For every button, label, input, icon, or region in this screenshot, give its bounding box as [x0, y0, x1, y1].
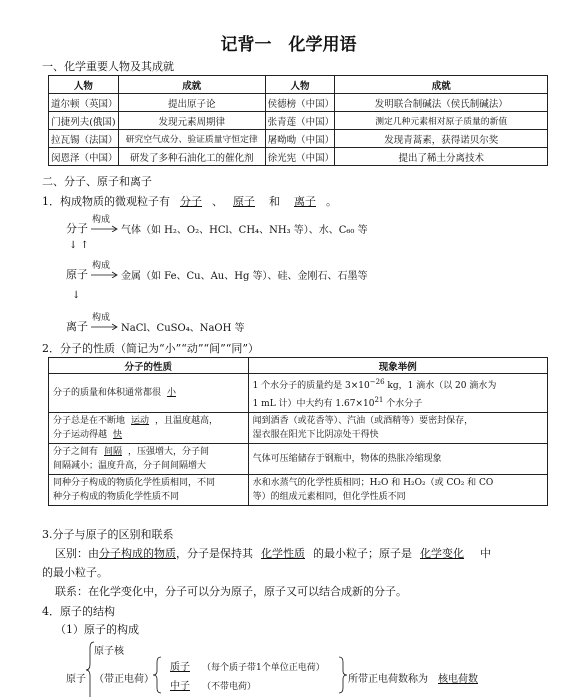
right-arrow-icon	[90, 220, 120, 232]
nucleus-label: 原子核	[94, 646, 124, 657]
table-header: 成就	[118, 76, 265, 94]
cell-text: 同种分子构成的物质化学性质相同，不同	[53, 478, 216, 488]
table-cell	[49, 374, 249, 413]
table-cell: 门捷列夫(俄国)	[49, 112, 119, 130]
diagram-text: 金属（如 Fe、Cu、Au、Hg 等）、硅、金刚石、石墨等	[121, 271, 368, 282]
answer-blank: 核电荷数	[438, 674, 478, 685]
answer-blank: 质子	[170, 662, 190, 673]
answer-blank: 间隔	[104, 447, 123, 457]
diagram-atom: 原子	[66, 268, 88, 281]
separator: 和	[269, 195, 280, 208]
table-row	[49, 374, 548, 413]
table-header-row	[49, 76, 548, 94]
text: 所带正电荷数称为	[348, 674, 428, 685]
cell-text: 1 mL 计）中大约有 1.67×10	[252, 399, 375, 409]
table-row	[49, 475, 548, 506]
question-4: 4．原子的结构	[42, 605, 115, 618]
table-cell: 张青莲（中国）	[265, 112, 335, 130]
table-row	[49, 94, 548, 112]
neutron-row	[162, 677, 256, 692]
table-row	[49, 413, 548, 444]
table-cell: 拉瓦锡（法国）	[49, 130, 119, 148]
cell-text: kg，1 滴水（以 20 滴水为	[384, 381, 497, 391]
question-3: 3.分子与原子的区别和联系	[42, 528, 174, 541]
left-brace-icon	[152, 656, 162, 694]
table-header: 人物	[49, 76, 119, 94]
cell-text: 湿衣服在阳光下比阴凉处干得快	[252, 430, 379, 440]
atom-label: 原子	[66, 674, 86, 685]
answer-blank: 化学变化	[420, 547, 464, 560]
arrow-label: 构成	[92, 313, 111, 323]
table-cell: 道尔顿（英国）	[49, 94, 119, 112]
cell-text: 分子运动得越	[53, 430, 108, 440]
cell-text: 个水分子	[383, 399, 423, 409]
table-header: 分子的性质	[49, 358, 249, 374]
table-cell	[49, 413, 249, 444]
proton-row	[162, 658, 325, 673]
table-cell: 提出原子论	[118, 94, 265, 112]
cell-text: 分子之间有	[53, 447, 99, 457]
table-cell: 气体可压缩储存于钢瓶中，物体的热胀冷缩现象	[248, 444, 547, 475]
section-heading-1: 一、化学重要人物及其成就	[42, 60, 174, 73]
difference-line	[55, 545, 491, 561]
table-header-row	[49, 358, 548, 374]
table-header: 成就	[335, 76, 548, 94]
answer-blank: 分子	[180, 195, 202, 208]
table-cell	[248, 374, 547, 413]
people-table	[48, 75, 548, 166]
cell-text: 间隔减小；温度升高，分子间间隔增大	[53, 461, 207, 471]
question-4-sub: （1）原子的构成	[55, 623, 139, 636]
text: 中	[480, 547, 491, 560]
table-header: 现象举例	[248, 358, 547, 374]
answer-blank: 运动	[131, 416, 150, 426]
answer-blank: 离子	[294, 195, 316, 208]
diagram-text: NaCl、CuSO₄、NaOH 等	[121, 323, 245, 334]
table-cell: 发明联合制碱法（侯氏制碱法）	[335, 94, 548, 112]
down-arrow-icon: ↓	[72, 290, 81, 301]
text: 区别：由	[55, 547, 99, 560]
diagram-text: 气体（如 H₂、O₂、HCl、CH₄、NH₃ 等）、水、C₆₀ 等	[121, 225, 368, 236]
charge-row	[348, 670, 488, 685]
table-cell: 发现青蒿素，获得诺贝尔奖	[335, 130, 548, 148]
table-row	[49, 112, 548, 130]
positive-charge-label: （带正电荷）	[94, 674, 154, 685]
answer-blank: 中子	[170, 681, 190, 692]
molecule-properties-table	[48, 357, 548, 506]
right-arrow-icon	[90, 266, 120, 278]
text: 的最小粒子；原子是	[313, 547, 412, 560]
table-cell: 研发了多种石油化工的催化剂	[118, 148, 265, 166]
table-cell: 研究空气成分、验证质量守恒定律	[118, 130, 265, 148]
table-cell	[49, 444, 249, 475]
separator: 、	[212, 195, 223, 208]
up-down-arrow-icon: ↓ ↑	[69, 240, 89, 251]
table-cell: 发现元素周期律	[118, 112, 265, 130]
cell-text: 水和水蒸气的化学性质相同；H₂O 和 H₂O₂（或 CO₂ 和 CO	[252, 478, 494, 488]
table-row	[49, 444, 548, 475]
table-row	[49, 130, 548, 148]
answer-blank: 分子构成的物质	[99, 547, 176, 560]
table-cell: 提出了稀土分离技术	[335, 148, 548, 166]
neutron-note: （不带电荷）	[202, 682, 257, 692]
arrow-label: 构成	[92, 261, 111, 271]
difference-line-2: 的最小粒子。	[42, 566, 108, 579]
cell-text: 1 个水分子的质量约是 3×10	[252, 381, 370, 391]
cell-text: 等）的组成元素相同，但化学性质不同	[252, 492, 406, 502]
answer-blank: 小	[167, 388, 177, 398]
exponent: 21	[374, 396, 384, 404]
separator: 。	[326, 195, 337, 208]
table-header: 人物	[265, 76, 335, 94]
text: ，分子是保持其	[176, 547, 253, 560]
page-title: 记背一 化学用语	[220, 35, 357, 55]
cell-text: 分子的质量和体积通常都很	[53, 388, 162, 398]
table-cell: 闵恩泽（中国）	[49, 148, 119, 166]
table-cell: 徐光宪（中国）	[265, 148, 335, 166]
answer-blank: 原子	[233, 195, 255, 208]
answer-blank: 快	[113, 430, 123, 440]
diagram-molecule: 分子	[66, 222, 88, 235]
right-brace-icon	[338, 656, 348, 694]
cell-text: 分子总是在不断地	[53, 416, 126, 426]
question-text: 1．构成物质的微观粒子有	[42, 195, 170, 208]
question-1	[42, 193, 337, 209]
answer-blank: 化学性质	[261, 547, 305, 560]
exponent: −26	[369, 378, 385, 386]
table-cell	[49, 475, 249, 506]
relation-line: 联系：在化学变化中，分子可以分为原子，原子又可以结合成新的分子。	[55, 585, 407, 598]
diagram-ion: 离子	[66, 320, 88, 333]
table-cell: 测定几种元素相对原子质量的新值	[335, 112, 548, 130]
section-heading-2: 二、分子、原子和离子	[42, 175, 152, 188]
cell-text: 种分子构成的物质化学性质不同	[53, 492, 180, 502]
table-row	[49, 148, 548, 166]
cell-text: 闻到酒香（或花香等）、汽油（或酒精等）要密封保存，	[252, 416, 474, 426]
arrow-label: 构成	[92, 215, 111, 225]
proton-note: （每个质子带1个单位正电荷）	[202, 663, 325, 673]
cell-text: ，压强增大，分子间	[128, 447, 210, 457]
cell-text: ，且温度越高，	[155, 416, 219, 426]
right-arrow-icon	[90, 318, 120, 330]
table-cell: 侯德榜（中国）	[265, 94, 335, 112]
table-cell	[248, 413, 547, 444]
table-cell: 屠呦呦（中国）	[265, 130, 335, 148]
question-2: 2．分子的性质（简记为“小”“动”“间”“同”）	[42, 342, 259, 355]
table-cell	[248, 475, 547, 506]
